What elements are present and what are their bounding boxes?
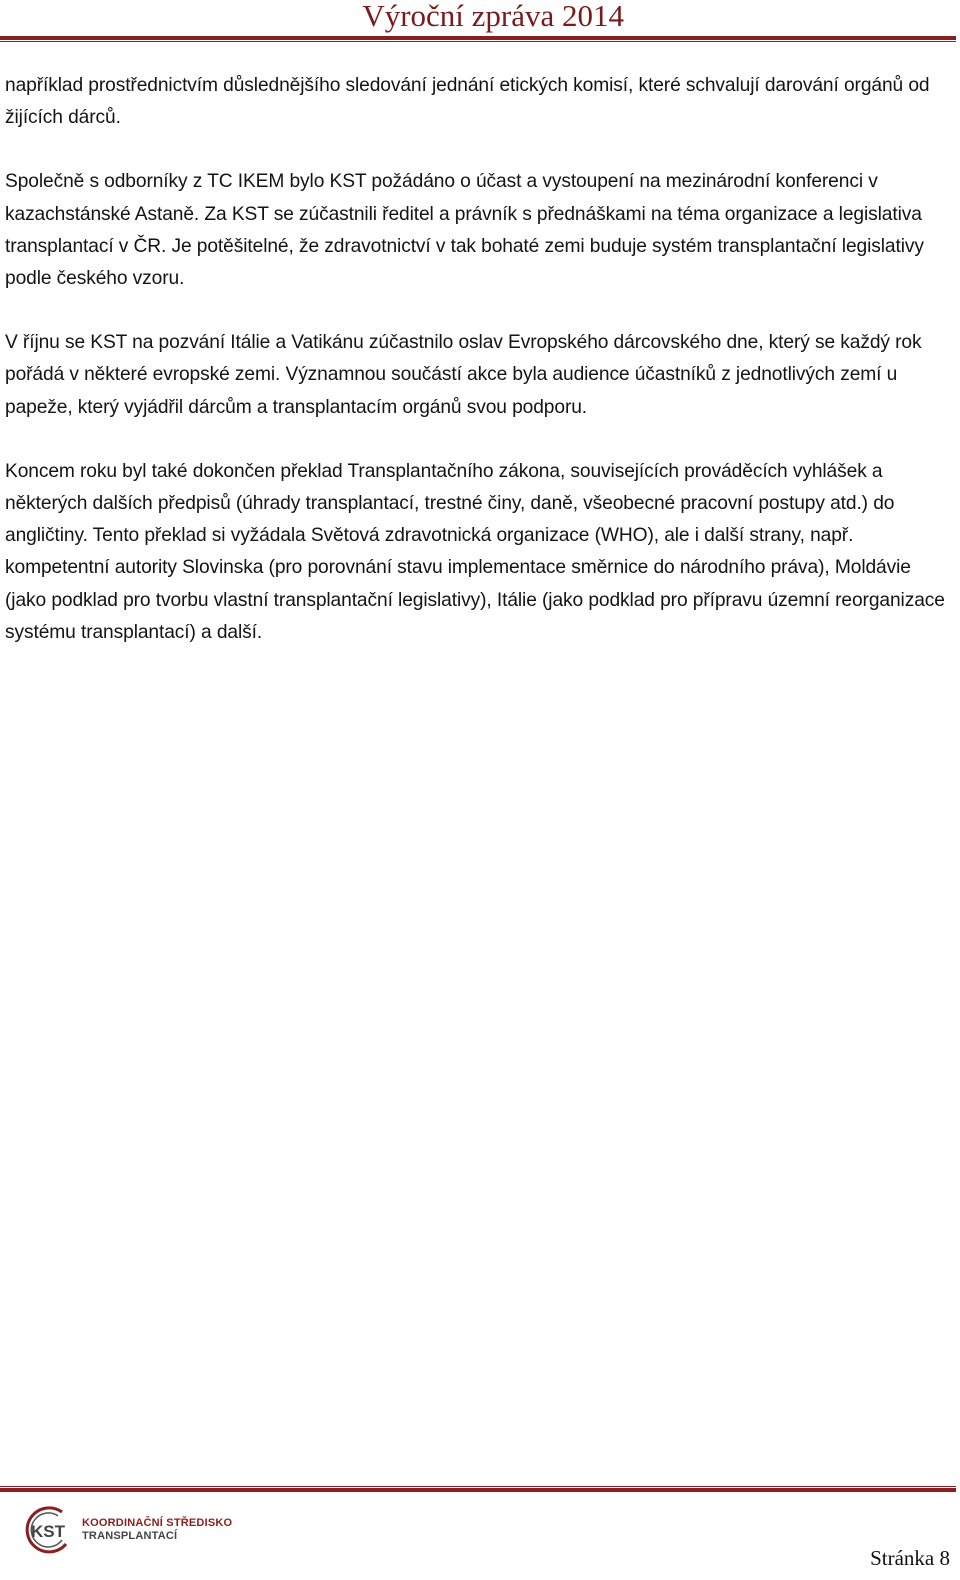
header-divider	[0, 36, 956, 42]
kst-logo	[22, 1504, 232, 1556]
footer-divider	[0, 1486, 956, 1492]
document-header-title: Výroční zpráva 2014	[362, 0, 624, 33]
logo-line-1: KOORDINAČNÍ STŘEDISKO	[82, 1517, 233, 1529]
paragraph-3: V říjnu se KST na pozvání Itálie a Vatikánu zúčastnilo oslav Evropského dárcovského dne, který se každý rok pořádá v některé evropské zemi. Významnou součástí akce byla audience účastníků z jednotlivých zemí u papeže, který vyjádřil dárcům a transplantacím orgánů svou podporu.	[5, 332, 922, 418]
logo-wordmark	[82, 1517, 232, 1543]
page-number: Stránka 8	[870, 1546, 950, 1570]
paragraph-4: Koncem roku byl také dokončen překlad Transplantačního zákona, souvisejících prováděcích vyhlášek a některých dalších předpisů (úhrady transplantací, trestné činy, daně, všeobecné pracovní postupy atd.) do angličtiny. Tento překlad si vyžádala Světová zdravotnická organizace (WHO), ale i další strany, např. kompetentní autority Slovinska (pro porovnání stavu implementace směrnice do národního práva), Moldávie (jako podklad pro tvorbu vlastní transplantační legislativy), Itálie (jako podklad pro přípravu územní reorganizace systému transplantací) a další.	[5, 460, 945, 643]
paragraph-2: Společně s odborníky z TC IKEM bylo KST požádáno o účast a vystoupení na mezinárodní konferenci v kazachstánské Astaně. Za KST se zúčastnili ředitel a právník s přednáškami na téma organizace a legislativa transplantací v ČR. Je potěšitelné, že zdravotnictví v tak bohaté zemi buduje systém transplantační legislativy podle českého vzoru.	[5, 171, 924, 290]
kst-logo-mark-icon	[22, 1504, 74, 1556]
document-body	[5, 70, 953, 681]
logo-letters: KST	[31, 1522, 65, 1541]
paragraph-1: například prostřednictvím důslednějšího sledování jednání etických komisí, které schvalují darování orgánů od žijících dárců.	[5, 75, 930, 129]
logo-line-2: TRANSPLANTACÍ	[82, 1530, 178, 1542]
